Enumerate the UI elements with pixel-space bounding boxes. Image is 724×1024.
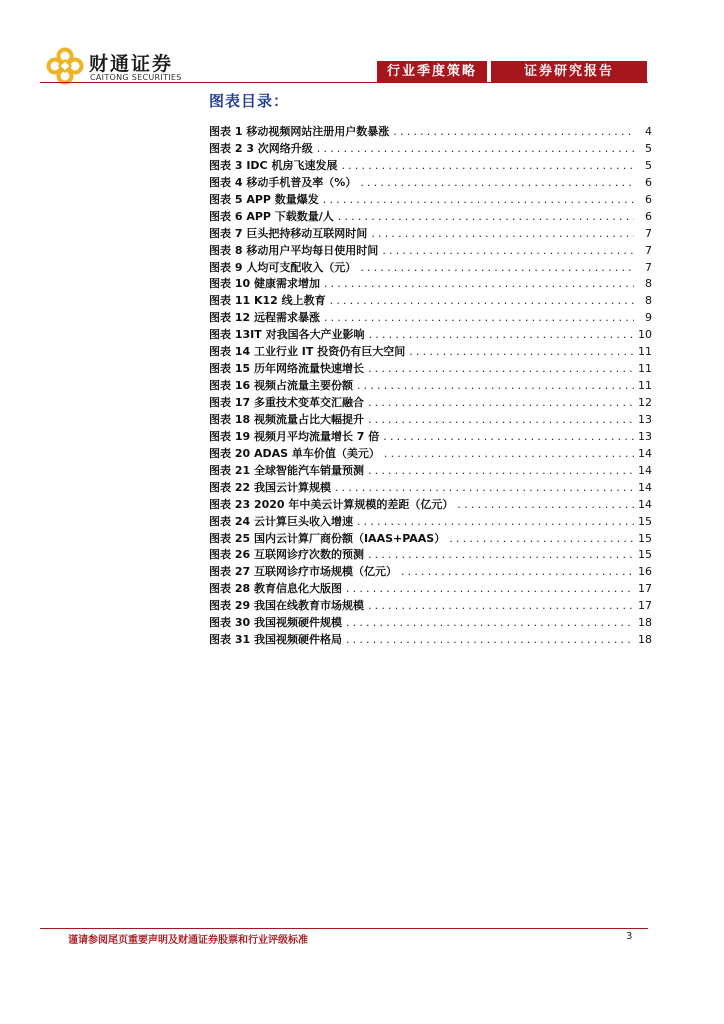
toc-entry-page[interactable]: 18 — [638, 616, 652, 630]
toc-entry-label[interactable]: 图表 4 移动手机普及率（%） — [209, 175, 357, 189]
toc-entry[interactable] — [209, 429, 652, 446]
toc-entry-page[interactable]: 5 — [645, 158, 652, 172]
toc-entry[interactable] — [209, 192, 652, 209]
toc-entry-page[interactable]: 8 — [645, 277, 652, 291]
toc-entry[interactable] — [209, 209, 652, 226]
toc-entry[interactable] — [209, 226, 652, 243]
toc-leader-dots — [368, 395, 634, 412]
toc-entry-label[interactable]: 图表 30 我国视频硬件规模 — [209, 616, 342, 630]
toc-entry[interactable] — [209, 327, 652, 344]
report-category-tag: 行业季度策略 — [377, 61, 487, 82]
toc-entry[interactable] — [209, 260, 652, 277]
toc-entry-page[interactable]: 13 — [638, 412, 652, 426]
toc-entry[interactable] — [209, 412, 652, 429]
toc-entry-label[interactable]: 图表 5 APP 数量爆发 — [209, 192, 319, 206]
table-of-figures — [209, 124, 652, 649]
toc-entry[interactable] — [209, 497, 652, 514]
toc-leader-dots — [360, 175, 634, 192]
toc-leader-dots — [357, 514, 634, 531]
toc-leader-dots — [323, 192, 634, 209]
toc-leader-dots — [369, 327, 634, 344]
toc-leader-dots — [346, 581, 634, 598]
toc-entry-page[interactable]: 6 — [645, 175, 652, 189]
toc-entry-label[interactable]: 图表 19 视频月平均流量增长 7 倍 — [209, 429, 380, 443]
toc-entry-page[interactable]: 7 — [645, 243, 652, 257]
logo-english-name: CAITONG SECURITIES — [90, 73, 182, 82]
toc-entry-page[interactable]: 8 — [645, 294, 652, 308]
toc-leader-dots — [409, 344, 634, 361]
toc-entry[interactable] — [209, 175, 652, 192]
toc-title: 图表目录： — [209, 92, 290, 110]
toc-entry-label[interactable]: 图表 20 ADAS 单车价值（美元） — [209, 446, 380, 460]
toc-entry[interactable] — [209, 598, 652, 615]
toc-entry-label[interactable]: 图表 8 移动用户平均每日使用时间 — [209, 243, 379, 257]
toc-entry-label[interactable]: 图表 9 人均可支配收入（元） — [209, 260, 357, 274]
toc-entry[interactable] — [209, 395, 652, 412]
toc-leader-dots — [324, 310, 634, 327]
toc-leader-dots — [393, 124, 634, 141]
toc-entry-label[interactable]: 图表 31 我国视频硬件格局 — [209, 633, 342, 647]
toc-entry-page[interactable]: 14 — [638, 463, 652, 477]
toc-entry[interactable] — [209, 141, 652, 158]
toc-entry[interactable] — [209, 581, 652, 598]
toc-entry-label[interactable]: 图表 21 全球智能汽车销量预测 — [209, 463, 364, 477]
toc-entry-page[interactable]: 15 — [638, 548, 652, 562]
toc-entry-label[interactable]: 图表 12 远程需求暴涨 — [209, 311, 320, 325]
toc-entry[interactable] — [209, 480, 652, 497]
toc-leader-dots — [368, 598, 634, 615]
company-logo — [46, 47, 186, 87]
caitong-logo-icon — [46, 47, 84, 85]
toc-entry-page[interactable]: 17 — [638, 599, 652, 613]
header-divider — [40, 82, 648, 83]
toc-entry-label[interactable]: 图表 10 健康需求增加 — [209, 277, 320, 291]
toc-entry-page[interactable]: 14 — [638, 446, 652, 460]
toc-entry-label[interactable]: 图表 28 教育信息化大版图 — [209, 582, 342, 596]
toc-entry-page[interactable]: 6 — [645, 209, 652, 223]
toc-leader-dots — [371, 226, 634, 243]
toc-entry-label[interactable]: 图表 15 历年网络流量快速增长 — [209, 362, 364, 376]
toc-entry[interactable] — [209, 615, 652, 632]
toc-entry-page[interactable]: 15 — [638, 531, 652, 545]
toc-entry-label[interactable]: 图表 18 视频流量占比大幅提升 — [209, 412, 364, 426]
toc-entry-label[interactable]: 图表 2 3 次网络升级 — [209, 141, 313, 155]
toc-entry-label[interactable]: 图表 16 视频占流量主要份额 — [209, 379, 353, 393]
toc-entry-page[interactable]: 9 — [645, 311, 652, 325]
toc-entry-label[interactable]: 图表 1 移动视频网站注册用户数暴涨 — [209, 125, 390, 138]
toc-entry[interactable] — [209, 632, 652, 649]
toc-leader-dots — [346, 615, 634, 632]
toc-leader-dots — [449, 531, 634, 548]
toc-entry-page[interactable]: 14 — [638, 497, 652, 511]
toc-entry-page[interactable]: 11 — [638, 345, 652, 359]
toc-entry[interactable] — [209, 446, 652, 463]
toc-leader-dots — [368, 547, 634, 564]
toc-entry[interactable] — [209, 514, 652, 531]
toc-entry[interactable] — [209, 463, 652, 480]
toc-entry-label[interactable]: 图表 13IT 对我国各大产业影响 — [209, 328, 365, 342]
page-number: 3 — [626, 931, 633, 942]
toc-entry-page[interactable]: 13 — [638, 429, 652, 443]
toc-entry-page[interactable]: 14 — [638, 480, 652, 494]
toc-entry-label[interactable]: 图表 25 国内云计算厂商份额（IAAS+PAAS） — [209, 531, 446, 545]
toc-entry-page[interactable]: 11 — [638, 362, 652, 376]
toc-leader-dots — [368, 463, 634, 480]
toc-entry[interactable] — [209, 344, 652, 361]
toc-entry-page[interactable]: 10 — [638, 328, 652, 342]
toc-entry-page[interactable]: 15 — [638, 514, 652, 528]
logo-chinese-name: 财通证券 — [89, 53, 174, 75]
toc-entry[interactable] — [209, 378, 652, 395]
toc-entry-label[interactable]: 图表 17 多重技术变革交汇融合 — [209, 396, 364, 409]
toc-leader-dots — [382, 243, 634, 260]
toc-entry[interactable] — [209, 531, 652, 548]
toc-leader-dots — [360, 260, 634, 277]
toc-entry[interactable] — [209, 243, 652, 260]
toc-entry-label[interactable]: 图表 29 我国在线教育市场规模 — [209, 599, 364, 613]
toc-leader-dots — [330, 293, 634, 310]
toc-entry-label[interactable]: 图表 7 巨头把持移动互联网时间 — [209, 226, 368, 240]
toc-leader-dots — [384, 446, 634, 463]
toc-entry-page[interactable]: 6 — [645, 192, 652, 206]
toc-entry[interactable] — [209, 547, 652, 564]
toc-leader-dots — [341, 158, 634, 175]
toc-leader-dots — [383, 429, 634, 446]
toc-leader-dots — [346, 632, 634, 649]
footer-disclaimer: 谨请参阅尾页重要声明及财通证券股票和行业评级标准 — [68, 935, 308, 946]
toc-entry-label[interactable]: 图表 26 互联网诊疗次数的预测 — [209, 548, 364, 562]
toc-entry-page[interactable]: 18 — [638, 633, 652, 647]
toc-leader-dots — [338, 209, 634, 226]
toc-entry-page[interactable]: 7 — [645, 226, 652, 240]
toc-entry-label[interactable]: 图表 3 IDC 机房飞速发展 — [209, 158, 338, 172]
toc-entry-page[interactable]: 17 — [638, 582, 652, 596]
toc-leader-dots — [335, 480, 634, 497]
toc-entry[interactable] — [209, 564, 652, 581]
toc-entry[interactable] — [209, 276, 652, 293]
toc-entry-label[interactable]: 图表 6 APP 下载数量/人 — [209, 209, 334, 223]
toc-leader-dots — [317, 141, 634, 158]
toc-leader-dots — [368, 361, 634, 378]
toc-entry-page[interactable]: 4 — [645, 125, 652, 138]
toc-leader-dots — [401, 564, 634, 581]
toc-entry-page[interactable]: 7 — [645, 260, 652, 274]
toc-leader-dots — [324, 276, 634, 293]
toc-leader-dots — [368, 412, 634, 429]
toc-entry-label[interactable]: 图表 22 我国云计算规模 — [209, 480, 331, 494]
toc-entry-label[interactable]: 图表 11 K12 线上教育 — [209, 294, 326, 308]
toc-entry[interactable] — [209, 158, 652, 175]
toc-entry[interactable] — [209, 310, 652, 327]
toc-entry-label[interactable]: 图表 23 2020 年中美云计算规模的差距（亿元） — [209, 497, 454, 511]
toc-leader-dots — [457, 497, 634, 514]
toc-entry-page[interactable]: 5 — [645, 141, 652, 155]
toc-entry-label[interactable]: 图表 14 工业行业 IT 投资仍有巨大空间 — [209, 345, 406, 359]
report-type-tag: 证券研究报告 — [491, 61, 647, 82]
toc-entry[interactable] — [209, 293, 652, 310]
toc-entry-label[interactable]: 图表 24 云计算巨头收入增速 — [209, 514, 353, 528]
toc-leader-dots — [357, 378, 634, 395]
toc-entry[interactable] — [209, 124, 652, 141]
toc-entry-label[interactable]: 图表 27 互联网诊疗市场规模（亿元） — [209, 565, 397, 579]
toc-entry[interactable] — [209, 361, 652, 378]
toc-entry-page[interactable]: 12 — [638, 396, 652, 409]
toc-entry-page[interactable]: 16 — [638, 565, 652, 579]
footer-divider — [40, 928, 648, 929]
toc-entry-page[interactable]: 11 — [638, 379, 652, 393]
